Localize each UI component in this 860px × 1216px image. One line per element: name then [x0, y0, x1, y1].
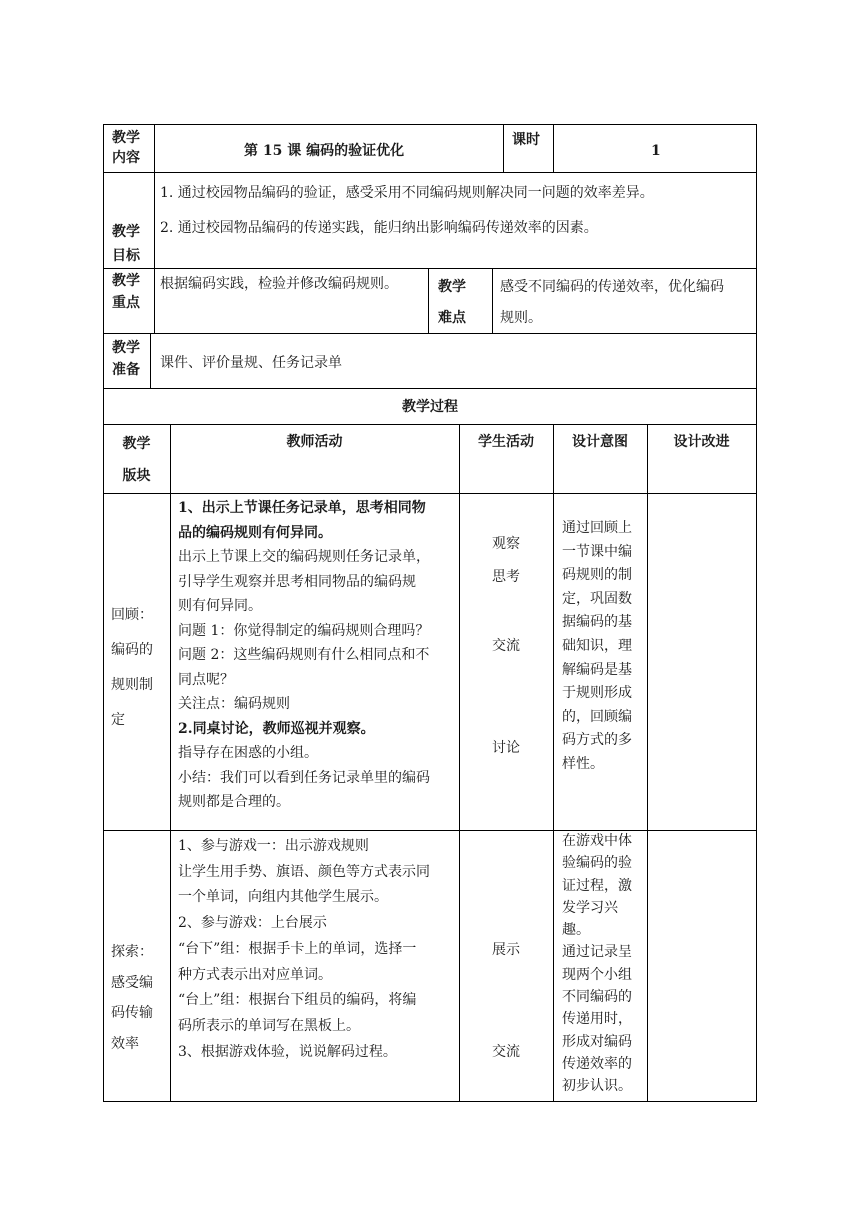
- student-activity: 展示: [492, 942, 520, 958]
- rule: [150, 333, 151, 388]
- rule: [103, 388, 757, 389]
- rule: [459, 424, 460, 1102]
- rule: [647, 424, 648, 1102]
- rule: [103, 424, 757, 425]
- rule: [103, 493, 757, 494]
- column-header-block: 教学 版块: [122, 436, 151, 484]
- rule: [553, 424, 554, 1102]
- rule: [103, 268, 757, 269]
- block-label: 探索： 感受编 码传输 效率: [111, 944, 153, 1052]
- rule: [492, 268, 493, 333]
- focus-text: 根据编码实践，检验并修改编码规则。: [160, 276, 398, 292]
- rule: [103, 830, 757, 831]
- student-activity: 讨论: [492, 740, 520, 756]
- student-activity: 观察: [492, 536, 520, 552]
- design-intent: 通过回顾上 一节课中编 码规则的制 定，巩固数 据编码的基 础知识，理 解编码是基 于规则形成 的，回顾编 码方式的多 样性。: [562, 520, 632, 772]
- column-header-intent: 设计意图: [572, 434, 628, 450]
- hours-label: 课时: [512, 132, 540, 148]
- student-activity: 思考: [492, 569, 520, 585]
- design-intent: 在游戏中体 验编码的验 证过程，激 发学习兴 趣。 通过记录呈 现两个小组 不同编码的 传递用时， 形成对编码 传递效率的 初步认识。: [562, 833, 632, 1095]
- teacher-activity: 1、出示上节课任务记录单，思考相同物 品的编码规则有何异同。 出示上节课上交的编码规则任务记录单， 引导学生观察并思考相同物品的编码规 则有何异同。 问题 1：你觉得制定的编码规则合理吗？ 问题 2：这些编码规则有什么相同点和不 同点呢？ 关注点：编码规则 2.同桌讨论，教师巡视并观察。 指导存在困惑的小组。 小结：我们可以看到任务记录单里的编码 规则都是合理的。: [178, 500, 430, 810]
- prep-label: 教学 准备: [112, 340, 140, 378]
- rule: [428, 268, 429, 333]
- column-header-student: 学生活动: [478, 434, 534, 450]
- hours-value: 1: [651, 143, 661, 159]
- rule: [170, 424, 171, 1102]
- column-header-improve: 设计改进: [673, 434, 730, 450]
- rule: [103, 124, 757, 125]
- goal-item: 2. 通过校园物品编码的传递实践，能归纳出影响编码传递效率的因素。: [160, 220, 598, 236]
- process-title: 教学过程: [402, 399, 458, 415]
- rule: [103, 172, 757, 173]
- lesson-title: 第 15 课 编码的验证优化: [244, 143, 405, 159]
- rule: [103, 124, 104, 1102]
- goal-item: 1. 通过校园物品编码的验证，感受采用不同编码规则解决同一问题的效率差异。: [160, 185, 654, 201]
- content-label: 教学 内容: [112, 130, 140, 166]
- rule: [503, 124, 504, 172]
- student-activity: 交流: [492, 638, 520, 654]
- rule: [154, 124, 155, 172]
- block-label: 回顾： 编码的 规则制 定: [111, 607, 153, 728]
- difficulty-text: 感受不同编码的传递效率，优化编码 规则。: [500, 279, 724, 326]
- difficulty-label: 教学 难点: [438, 279, 466, 326]
- goals-label: 教学 目标: [112, 224, 140, 264]
- goals-list: [160, 176, 654, 246]
- rule: [154, 268, 155, 333]
- rule: [553, 124, 554, 172]
- teacher-activity: 1、参与游戏一：出示游戏规则 让学生用手势、旗语、颜色等方式表示同 一个单词，向组内其他学生展示。 2、参与游戏：上台展示 “台下”组：根据手卡上的单词，选择一 种方式表示出对应单词。 “台上”组：根据台下组员的编码，将编 码所表示的单词写在黑板上。 3、根据游戏体验，说说解码过程。: [178, 838, 430, 1060]
- rule: [103, 1101, 757, 1102]
- column-header-teacher: 教师活动: [286, 434, 343, 450]
- rule: [154, 172, 155, 268]
- focus-label: 教学 重点: [112, 273, 140, 311]
- student-activity: 交流: [492, 1044, 520, 1060]
- prep-text: 课件、评价量规、任务记录单: [160, 355, 342, 371]
- rule: [756, 124, 757, 1102]
